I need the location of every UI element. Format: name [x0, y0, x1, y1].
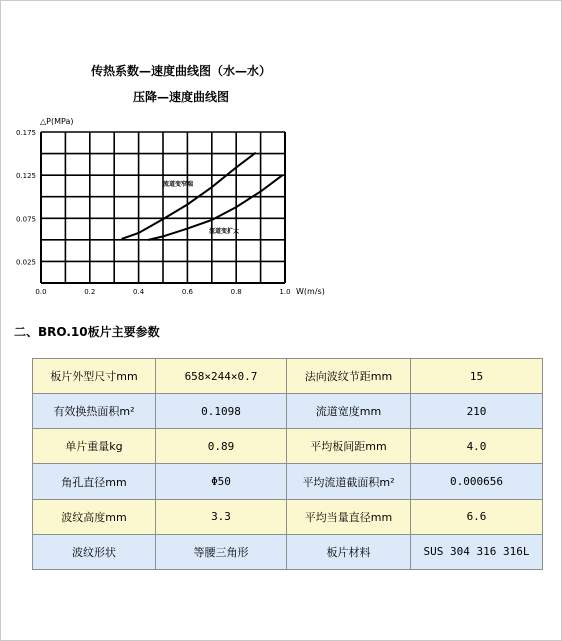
param-value: 0.1098	[156, 394, 287, 429]
y-tick-label: 0.075	[15, 215, 36, 224]
param-label: 波纹形状	[33, 534, 156, 569]
param-value: 210	[411, 394, 543, 429]
param-value: 658×244×0.7	[156, 359, 287, 394]
parameters-table	[32, 358, 543, 570]
param-label: 平均板间距mm	[287, 429, 411, 464]
param-value: 15	[411, 359, 543, 394]
series-label-1: 流道变窄端	[163, 181, 194, 188]
y-tick-label: 0.175	[15, 129, 36, 137]
table-row	[33, 464, 543, 499]
y-axis-label: △P(MPa)	[40, 117, 74, 126]
param-label: 平均当量直径mm	[287, 499, 411, 534]
param-value: 0.000656	[411, 464, 543, 499]
table-row	[33, 499, 543, 534]
param-label: 板片外型尺寸mm	[33, 359, 156, 394]
table-row	[33, 359, 543, 394]
x-tick-label: 0.8	[230, 288, 242, 296]
y-tick-label: 0.025	[15, 258, 36, 267]
series-label-2: 流道变扩大	[209, 228, 240, 235]
chart-grid	[41, 132, 285, 283]
y-tick-label: 0.125	[15, 172, 36, 181]
param-label: 波纹高度mm	[33, 499, 156, 534]
param-label: 单片重量kg	[33, 429, 156, 464]
x-tick-label: 0.6	[181, 288, 193, 296]
param-value: 等腰三角形	[156, 534, 287, 569]
param-value: 0.89	[156, 429, 287, 464]
param-value: 4.0	[411, 429, 543, 464]
param-label: 法向波纹节距mm	[287, 359, 411, 394]
x-axis-label: W(m/s)	[296, 287, 325, 296]
x-tick-label: 0.2	[84, 288, 96, 296]
pressure-drop-chart	[0, 0, 562, 320]
table-row	[33, 394, 543, 429]
param-label: 有效换热面积m²	[33, 394, 156, 429]
param-value: Φ50	[156, 464, 287, 499]
chart-title-line2: 压降—速度曲线图	[132, 90, 229, 104]
param-label: 板片材料	[287, 534, 411, 569]
table-row	[33, 429, 543, 464]
param-value: 3.3	[156, 499, 287, 534]
param-value: SUS 304 316 316L	[411, 534, 543, 569]
param-label: 角孔直径mm	[33, 464, 156, 499]
param-label: 流道宽度mm	[287, 394, 411, 429]
chart-title-line1: 传热系数—速度曲线图（水—水）	[90, 64, 271, 78]
x-tick-label: 0.0	[35, 288, 47, 296]
section-heading: 二、BRO.10板片主要参数	[14, 325, 160, 339]
param-value: 6.6	[411, 499, 543, 534]
param-label: 平均流道截面积m²	[287, 464, 411, 499]
x-tick-label: 0.4	[133, 288, 145, 296]
x-tick-label: 1.0	[279, 288, 291, 296]
table-row	[33, 534, 543, 569]
